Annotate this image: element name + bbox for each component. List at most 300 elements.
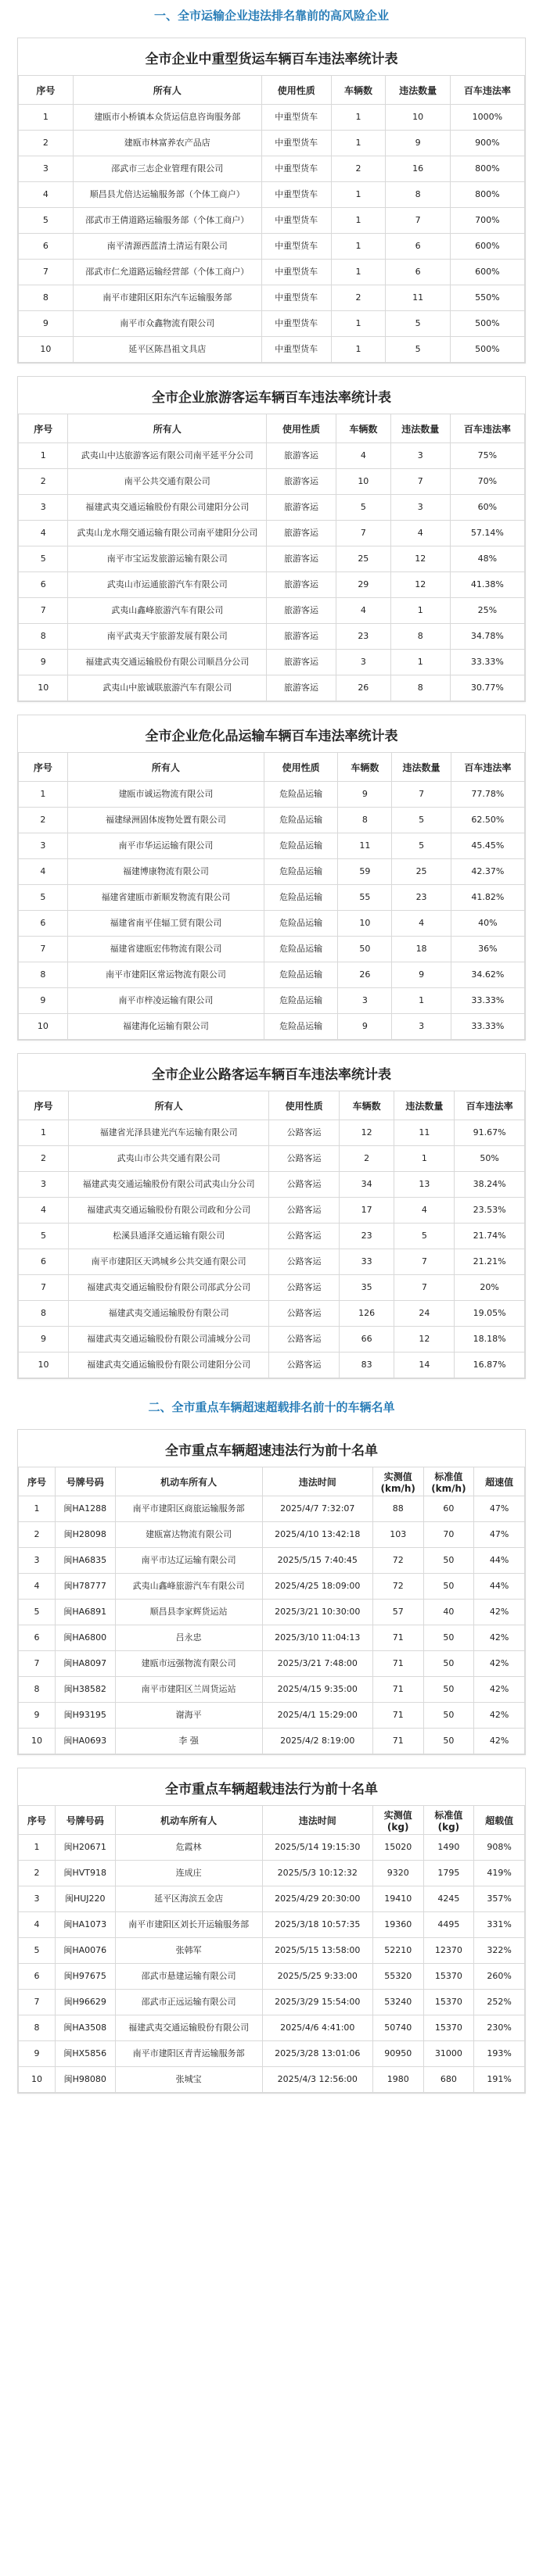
column-header: 超速值 bbox=[474, 1467, 525, 1496]
table-cell: 1795 bbox=[423, 1861, 474, 1886]
row-index: 10 bbox=[19, 1014, 68, 1040]
table-cell: 福建省光泽县建光汽车运输有限公司 bbox=[69, 1120, 269, 1146]
column-header: 车辆数 bbox=[336, 414, 390, 443]
table-title: 全市企业危化品运输车辆百车违法率统计表 bbox=[145, 729, 398, 744]
table-cell: 福建武夷交通运输股份有限公司浦城分公司 bbox=[69, 1327, 269, 1352]
table-card-tourist-bus bbox=[17, 376, 526, 702]
table-cell: 900% bbox=[450, 131, 524, 156]
table-cell: 中重型货车 bbox=[261, 131, 331, 156]
column-header: 违法数量 bbox=[392, 753, 451, 782]
table-cell: 1 bbox=[331, 260, 386, 285]
table-row bbox=[19, 962, 525, 988]
table-row bbox=[19, 1014, 525, 1040]
table-cell: 张城宝 bbox=[115, 2067, 262, 2093]
table-cell: 闽HA6891 bbox=[56, 1600, 115, 1625]
table-cell: 77.78% bbox=[451, 782, 524, 808]
table-row bbox=[19, 1198, 525, 1224]
table-cell: 90950 bbox=[372, 2041, 423, 2067]
table-cell: 7 bbox=[390, 469, 450, 495]
table-cell: 24 bbox=[394, 1301, 455, 1327]
table-cell: 旅游客运 bbox=[267, 598, 336, 624]
table-cell: 福建武夷交通运输股份有限公司 bbox=[69, 1301, 269, 1327]
table-cell: 48% bbox=[450, 546, 524, 572]
table-cell: 1 bbox=[331, 208, 386, 234]
table-cell: 60 bbox=[423, 1496, 474, 1522]
row-index: 6 bbox=[19, 911, 68, 937]
table-cell: 13 bbox=[394, 1172, 455, 1198]
table-cell: 2025/4/2 8:19:00 bbox=[262, 1729, 372, 1754]
column-header: 机动车所有人 bbox=[115, 1467, 262, 1496]
table-cell: 5 bbox=[386, 337, 450, 363]
table-cell: 18.18% bbox=[455, 1327, 525, 1352]
row-index: 1 bbox=[19, 443, 68, 469]
table-cell: 800% bbox=[450, 156, 524, 182]
column-header: 机动车所有人 bbox=[115, 1806, 262, 1835]
table-cell: 南平市建阳区常运物流有限公司 bbox=[67, 962, 264, 988]
table-cell: 旅游客运 bbox=[267, 521, 336, 546]
row-index: 2 bbox=[19, 469, 68, 495]
table-cell: 25 bbox=[392, 859, 451, 885]
table-cell: 南平公共交通有限公司 bbox=[68, 469, 267, 495]
stats-table bbox=[18, 1805, 525, 2093]
table-cell: 武夷山鑫峰旅游汽车有限公司 bbox=[115, 1574, 262, 1600]
table-cell: 3 bbox=[392, 1014, 451, 1040]
table-cell: 闽HA6800 bbox=[56, 1625, 115, 1651]
table-row bbox=[19, 495, 525, 521]
table-cell: 16 bbox=[386, 156, 450, 182]
row-index: 3 bbox=[19, 1886, 56, 1912]
table-cell: 10 bbox=[338, 911, 392, 937]
table-row bbox=[19, 988, 525, 1014]
stats-table bbox=[18, 1467, 525, 1754]
table-cell: 闽H78777 bbox=[56, 1574, 115, 1600]
table-cell: 88 bbox=[372, 1496, 423, 1522]
column-header: 车辆数 bbox=[339, 1091, 394, 1120]
table-cell: 55 bbox=[338, 885, 392, 911]
table-cell: 南平市建阳区兰周货运站 bbox=[115, 1677, 262, 1703]
table-cell: 南平市宝运发旅游运输有限公司 bbox=[68, 546, 267, 572]
table-row bbox=[19, 885, 525, 911]
table-cell: 延平区陈昌祖文具店 bbox=[73, 337, 261, 363]
table-row bbox=[19, 105, 525, 131]
table-cell: 福建武夷交通运输股份有限公司武夷山分公司 bbox=[69, 1172, 269, 1198]
table-cell: 331% bbox=[474, 1912, 525, 1938]
table-cell: 44% bbox=[474, 1574, 525, 1600]
table-cell: 36% bbox=[451, 937, 524, 962]
table-cell: 322% bbox=[474, 1938, 525, 1964]
table-cell: 50 bbox=[423, 1703, 474, 1729]
table-row bbox=[19, 1224, 525, 1249]
table-row bbox=[19, 156, 525, 182]
stats-table bbox=[18, 414, 525, 701]
column-header: 实测值(km/h) bbox=[372, 1467, 423, 1496]
row-index: 9 bbox=[19, 650, 68, 675]
table-card-overload bbox=[17, 1768, 526, 2094]
table-row bbox=[19, 443, 525, 469]
table-cell: 1 bbox=[331, 131, 386, 156]
column-header: 序号 bbox=[19, 1467, 56, 1496]
table-cell: 武夷山市运通旅游汽车有限公司 bbox=[68, 572, 267, 598]
row-index: 9 bbox=[19, 1327, 69, 1352]
table-cell: 2025/4/15 9:35:00 bbox=[262, 1677, 372, 1703]
column-header: 违法时间 bbox=[262, 1806, 372, 1835]
table-cell: 闽HA0693 bbox=[56, 1729, 115, 1754]
table-cell: 福建博康物流有限公司 bbox=[67, 859, 264, 885]
table-cell: 4 bbox=[336, 443, 390, 469]
table-title: 全市企业旅游客运车辆百车违法率统计表 bbox=[152, 390, 391, 406]
table-cell: 2025/4/7 7:32:07 bbox=[262, 1496, 372, 1522]
table-row bbox=[19, 1938, 525, 1964]
table-cell: 危险品运输 bbox=[264, 911, 338, 937]
table-row bbox=[19, 1146, 525, 1172]
table-cell: 42% bbox=[474, 1651, 525, 1677]
row-index: 5 bbox=[19, 546, 68, 572]
table-cell: 2025/4/3 12:56:00 bbox=[262, 2067, 372, 2093]
table-cell: 42% bbox=[474, 1677, 525, 1703]
table-row bbox=[19, 311, 525, 337]
table-cell: 公路客运 bbox=[269, 1301, 340, 1327]
table-cell: 83 bbox=[339, 1352, 394, 1378]
table-cell: 1490 bbox=[423, 1835, 474, 1861]
table-cell: 危险品运输 bbox=[264, 782, 338, 808]
table-card-road-passenger bbox=[17, 1053, 526, 1379]
table-cell: 2025/4/29 20:30:00 bbox=[262, 1886, 372, 1912]
table-row bbox=[19, 208, 525, 234]
table-row bbox=[19, 1120, 525, 1146]
table-cell: 旅游客运 bbox=[267, 572, 336, 598]
table-row bbox=[19, 546, 525, 572]
table-cell: 4 bbox=[394, 1198, 455, 1224]
table-cell: 公路客运 bbox=[269, 1198, 340, 1224]
row-index: 10 bbox=[19, 675, 68, 701]
row-index: 8 bbox=[19, 285, 74, 311]
table-row bbox=[19, 859, 525, 885]
row-index: 1 bbox=[19, 1835, 56, 1861]
table-cell: 2025/5/15 7:40:45 bbox=[262, 1548, 372, 1574]
table-cell: 2025/4/6 4:41:00 bbox=[262, 2015, 372, 2041]
table-cell: 福建省建瓯宏伟物流有限公司 bbox=[67, 937, 264, 962]
table-cell: 9 bbox=[338, 1014, 392, 1040]
table-cell: 4495 bbox=[423, 1912, 474, 1938]
table-cell: 2025/4/10 13:42:18 bbox=[262, 1522, 372, 1548]
table-cell: 23 bbox=[339, 1224, 394, 1249]
table-cell: 南平市建阳区刘长开运输服务部 bbox=[115, 1912, 262, 1938]
table-row bbox=[19, 675, 525, 701]
table-cell: 危险品运输 bbox=[264, 988, 338, 1014]
table-cell: 中重型货车 bbox=[261, 311, 331, 337]
table-cell: 12 bbox=[339, 1120, 394, 1146]
table-row bbox=[19, 572, 525, 598]
table-cell: 50 bbox=[423, 1548, 474, 1574]
table-cell: 8 bbox=[386, 182, 450, 208]
row-index: 1 bbox=[19, 1120, 69, 1146]
table-title: 全市企业中重型货运车辆百车违法率统计表 bbox=[145, 52, 398, 67]
table-cell: 南平武夷天宇旅游发展有限公司 bbox=[68, 624, 267, 650]
table-cell: 75% bbox=[450, 443, 524, 469]
table-row bbox=[19, 285, 525, 311]
table-cell: 公路客运 bbox=[269, 1120, 340, 1146]
row-index: 5 bbox=[19, 1224, 69, 1249]
table-cell: 42.37% bbox=[451, 859, 524, 885]
table-cell: 闽HUJ220 bbox=[56, 1886, 115, 1912]
column-header: 序号 bbox=[19, 414, 68, 443]
table-cell: 2025/3/10 11:04:13 bbox=[262, 1625, 372, 1651]
column-header: 百车违法率 bbox=[455, 1091, 525, 1120]
table-cell: 70 bbox=[423, 1522, 474, 1548]
table-cell: 908% bbox=[474, 1835, 525, 1861]
table-cell: 7 bbox=[336, 521, 390, 546]
table-row bbox=[19, 1835, 525, 1861]
table-row bbox=[19, 1522, 525, 1548]
table-cell: 2025/5/14 19:15:30 bbox=[262, 1835, 372, 1861]
table-cell: 3 bbox=[338, 988, 392, 1014]
row-index: 7 bbox=[19, 937, 68, 962]
table-cell: 72 bbox=[372, 1574, 423, 1600]
row-index: 3 bbox=[19, 1548, 56, 1574]
table-cell: 6 bbox=[386, 234, 450, 260]
row-index: 2 bbox=[19, 131, 74, 156]
column-header: 序号 bbox=[19, 1806, 56, 1835]
table-cell: 2 bbox=[331, 285, 386, 311]
table-row bbox=[19, 1990, 525, 2015]
table-cell: 公路客运 bbox=[269, 1327, 340, 1352]
row-index: 3 bbox=[19, 156, 74, 182]
table-cell: 230% bbox=[474, 2015, 525, 2041]
table-cell: 1 bbox=[331, 182, 386, 208]
table-cell: 62.50% bbox=[451, 808, 524, 833]
table-cell: 旅游客运 bbox=[267, 495, 336, 521]
table-cell: 建瓯市林富养农产品店 bbox=[73, 131, 261, 156]
table-row bbox=[19, 337, 525, 363]
table-cell: 中重型货车 bbox=[261, 208, 331, 234]
table-cell: 危险品运输 bbox=[264, 962, 338, 988]
table-cell: 南平市梓凌运输有限公司 bbox=[67, 988, 264, 1014]
table-row bbox=[19, 1703, 525, 1729]
column-header: 所有人 bbox=[73, 76, 261, 105]
table-cell: 1 bbox=[390, 598, 450, 624]
table-cell: 福建武夷交通运输股份有限公司 bbox=[115, 2015, 262, 2041]
table-cell: 9 bbox=[386, 131, 450, 156]
table-cell: 闽H38582 bbox=[56, 1677, 115, 1703]
table-cell: 中重型货车 bbox=[261, 156, 331, 182]
table-row bbox=[19, 521, 525, 546]
table-cell: 17 bbox=[339, 1198, 394, 1224]
table-cell: 闽H93195 bbox=[56, 1703, 115, 1729]
table-cell: 1 bbox=[390, 650, 450, 675]
table-cell: 193% bbox=[474, 2041, 525, 2067]
table-cell: 武夷山中旅诚联旅游汽车有限公司 bbox=[68, 675, 267, 701]
table-row bbox=[19, 1249, 525, 1275]
table-cell: 23.53% bbox=[455, 1198, 525, 1224]
table-cell: 1 bbox=[392, 988, 451, 1014]
row-index: 7 bbox=[19, 1651, 56, 1677]
table-cell: 26 bbox=[336, 675, 390, 701]
table-cell: 2 bbox=[331, 156, 386, 182]
table-cell: 松溪县通泽交通运输有限公司 bbox=[69, 1224, 269, 1249]
table-card-speeding bbox=[17, 1429, 526, 1755]
table-cell: 50 bbox=[423, 1651, 474, 1677]
table-cell: 50 bbox=[423, 1729, 474, 1754]
table-card-hazmat bbox=[17, 715, 526, 1041]
table-cell: 38.24% bbox=[455, 1172, 525, 1198]
table-cell: 30.77% bbox=[450, 675, 524, 701]
table-cell: 邵武市王倩道路运输服务部（个体工商户） bbox=[73, 208, 261, 234]
table-cell: 1980 bbox=[372, 2067, 423, 2093]
column-header: 百车违法率 bbox=[450, 76, 524, 105]
table-cell: 23 bbox=[336, 624, 390, 650]
table-cell: 500% bbox=[450, 311, 524, 337]
column-header: 超载值 bbox=[474, 1806, 525, 1835]
row-index: 8 bbox=[19, 624, 68, 650]
table-cell: 57.14% bbox=[450, 521, 524, 546]
table-cell: 2025/5/3 10:12:32 bbox=[262, 1861, 372, 1886]
table-cell: 191% bbox=[474, 2067, 525, 2093]
table-header-row bbox=[19, 414, 525, 443]
table-cell: 公路客运 bbox=[269, 1249, 340, 1275]
table-cell: 550% bbox=[450, 285, 524, 311]
column-header: 所有人 bbox=[69, 1091, 269, 1120]
table-cell: 59 bbox=[338, 859, 392, 885]
table-cell: 7 bbox=[394, 1275, 455, 1301]
table-cell: 19.05% bbox=[455, 1301, 525, 1327]
column-header: 号牌号码 bbox=[56, 1806, 115, 1835]
table-cell: 福建武夷交通运输股份有限公司建阳分公司 bbox=[69, 1352, 269, 1378]
table-cell: 连成庄 bbox=[115, 1861, 262, 1886]
table-cell: 16.87% bbox=[455, 1352, 525, 1378]
table-cell: 357% bbox=[474, 1886, 525, 1912]
table-cell: 41.38% bbox=[450, 572, 524, 598]
table-cell: 中重型货车 bbox=[261, 337, 331, 363]
table-cell: 52210 bbox=[372, 1938, 423, 1964]
table-cell: 1 bbox=[331, 337, 386, 363]
table-cell: 5 bbox=[392, 808, 451, 833]
table-cell: 1000% bbox=[450, 105, 524, 131]
table-cell: 8 bbox=[390, 624, 450, 650]
table-cell: 126 bbox=[339, 1301, 394, 1327]
table-cell: 武夷山龙水翔交通运输有限公司南平建阳分公司 bbox=[68, 521, 267, 546]
row-index: 4 bbox=[19, 182, 74, 208]
table-cell: 邵武市悬建运输有限公司 bbox=[115, 1964, 262, 1990]
table-cell: 70% bbox=[450, 469, 524, 495]
row-index: 3 bbox=[19, 1172, 69, 1198]
table-cell: 66 bbox=[339, 1327, 394, 1352]
table-cell: 6 bbox=[386, 260, 450, 285]
row-index: 8 bbox=[19, 1677, 56, 1703]
table-row bbox=[19, 1964, 525, 1990]
table-cell: 旅游客运 bbox=[267, 675, 336, 701]
table-cell: 60% bbox=[450, 495, 524, 521]
row-index: 3 bbox=[19, 833, 68, 859]
table-cell: 600% bbox=[450, 260, 524, 285]
row-index: 6 bbox=[19, 1625, 56, 1651]
table-cell: 闽H28098 bbox=[56, 1522, 115, 1548]
table-cell: 谢海平 bbox=[115, 1703, 262, 1729]
column-header: 使用性质 bbox=[264, 753, 338, 782]
table-cell: 2 bbox=[339, 1146, 394, 1172]
table-row bbox=[19, 624, 525, 650]
row-index: 6 bbox=[19, 572, 68, 598]
table-cell: 5 bbox=[336, 495, 390, 521]
table-cell: 25 bbox=[336, 546, 390, 572]
table-cell: 35 bbox=[339, 1275, 394, 1301]
table-cell: 34 bbox=[339, 1172, 394, 1198]
row-index: 7 bbox=[19, 1275, 69, 1301]
table-cell: 3 bbox=[390, 495, 450, 521]
table-card-heavy-truck bbox=[17, 38, 526, 364]
table-cell: 南平市建阳区青青运输服务部 bbox=[115, 2041, 262, 2067]
table-cell: 南平清源西蓝清土清运有限公司 bbox=[73, 234, 261, 260]
table-header-row bbox=[19, 76, 525, 105]
table-cell: 闽HA1073 bbox=[56, 1912, 115, 1938]
table-cell: 福建省建瓯市新顺发物流有限公司 bbox=[67, 885, 264, 911]
table-cell: 4 bbox=[392, 911, 451, 937]
table-cell: 南平市达辽运输有限公司 bbox=[115, 1548, 262, 1574]
table-cell: 武夷山鑫峰旅游汽车有限公司 bbox=[68, 598, 267, 624]
table-row bbox=[19, 808, 525, 833]
table-row bbox=[19, 2015, 525, 2041]
table-cell: 9 bbox=[338, 782, 392, 808]
column-header: 所有人 bbox=[68, 414, 267, 443]
row-index: 2 bbox=[19, 1522, 56, 1548]
table-cell: 中重型货车 bbox=[261, 234, 331, 260]
table-cell: 2025/5/25 9:33:00 bbox=[262, 1964, 372, 1990]
table-row bbox=[19, 1677, 525, 1703]
row-index: 10 bbox=[19, 2067, 56, 2093]
table-cell: 50 bbox=[423, 1574, 474, 1600]
table-cell: 21.21% bbox=[455, 1249, 525, 1275]
table-cell: 福建武夷交通运输股份有限公司建阳分公司 bbox=[68, 495, 267, 521]
row-index: 4 bbox=[19, 1198, 69, 1224]
row-index: 3 bbox=[19, 495, 68, 521]
stats-table bbox=[18, 1091, 525, 1378]
table-cell: 危险品运输 bbox=[264, 1014, 338, 1040]
column-header: 标准值(kg) bbox=[423, 1806, 474, 1835]
table-cell: 1 bbox=[331, 311, 386, 337]
table-cell: 福建武夷交通运输股份有限公司邵武分公司 bbox=[69, 1275, 269, 1301]
table-cell: 顺昌县李家辉货运站 bbox=[115, 1600, 262, 1625]
stats-table bbox=[18, 75, 525, 363]
table-cell: 34.78% bbox=[450, 624, 524, 650]
table-cell: 26 bbox=[338, 962, 392, 988]
table-cell: 2025/3/29 15:54:00 bbox=[262, 1990, 372, 2015]
table-cell: 42% bbox=[474, 1703, 525, 1729]
table-cell: 南平市众鑫物流有限公司 bbox=[73, 311, 261, 337]
table-cell: 福建省南平佳辐工贸有限公司 bbox=[67, 911, 264, 937]
table-cell: 42% bbox=[474, 1625, 525, 1651]
table-row bbox=[19, 1912, 525, 1938]
table-cell: 4 bbox=[390, 521, 450, 546]
column-header: 百车违法率 bbox=[451, 753, 524, 782]
row-index: 7 bbox=[19, 1990, 56, 2015]
table-cell: 闽HA6835 bbox=[56, 1548, 115, 1574]
table-cell: 91.67% bbox=[455, 1120, 525, 1146]
table-cell: 2025/4/25 18:09:00 bbox=[262, 1574, 372, 1600]
table-cell: 闽H97675 bbox=[56, 1964, 115, 1990]
column-header: 违法时间 bbox=[262, 1467, 372, 1496]
table-cell: 南平市建阳区天鸿城乡公共交通有限公司 bbox=[69, 1249, 269, 1275]
table-row bbox=[19, 2067, 525, 2093]
table-cell: 危霞林 bbox=[115, 1835, 262, 1861]
table-cell: 14 bbox=[394, 1352, 455, 1378]
table-row bbox=[19, 1548, 525, 1574]
row-index: 10 bbox=[19, 337, 74, 363]
table-cell: 15020 bbox=[372, 1835, 423, 1861]
section-1-title: 一、全市运输企业违法排名靠前的高风险企业 bbox=[153, 9, 389, 23]
column-header: 违法数量 bbox=[390, 414, 450, 443]
table-cell: 张韩军 bbox=[115, 1938, 262, 1964]
table-header-row bbox=[19, 1467, 525, 1496]
column-header: 使用性质 bbox=[269, 1091, 340, 1120]
